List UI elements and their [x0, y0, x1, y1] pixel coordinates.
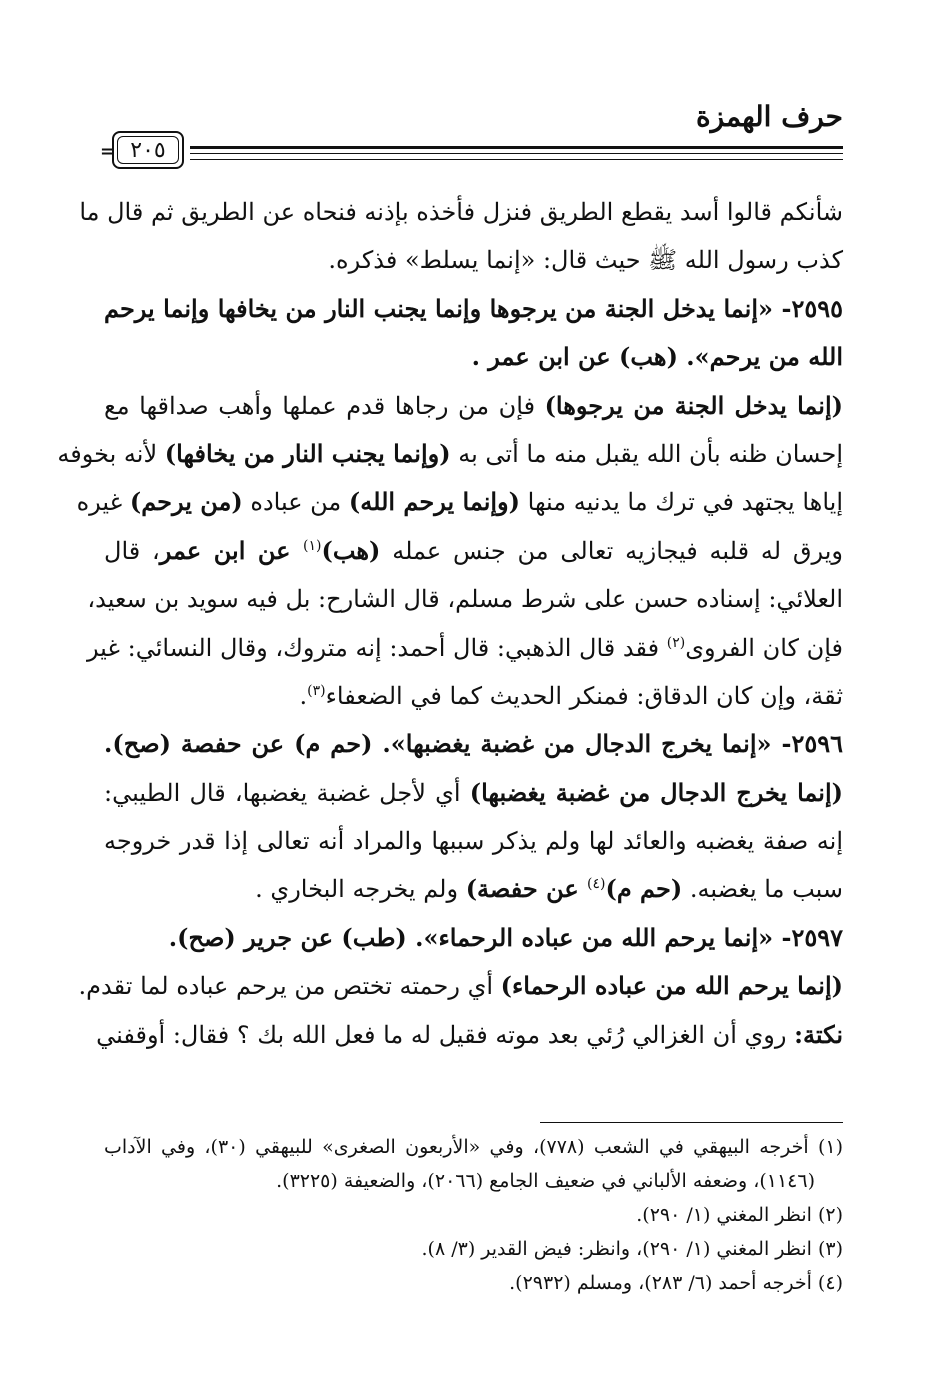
- text-line: [79, 188, 843, 236]
- text-run: كذب رسول الله ﷺ حيث قال: «إنما يسلط» فذكره.: [328, 246, 843, 275]
- header-rule: [190, 146, 843, 149]
- text-run: .: [299, 681, 308, 710]
- footnote-separator: [540, 1122, 843, 1123]
- text-run: العلائي: إسناده حسن على شرط مسلم، قال الشارح: بل فيه سويد بن سعيد،: [87, 585, 843, 614]
- text-run: إحسان ظنه بأن الله يقبل منه ما أتى به: [450, 439, 843, 468]
- quoted-phrase: (إنما يرحم الله من عباده الرحماء): [500, 971, 843, 1001]
- quoted-phrase: (حم م): [605, 874, 683, 904]
- text-line: [57, 430, 843, 478]
- text-line: [104, 527, 843, 575]
- footnote-ref: (٢): [666, 634, 686, 651]
- hadith-2596-line: [104, 720, 843, 768]
- text-run: روي أن الغزالي رُئي بعد موته فقيل له ما فعل الله بك ؟ فقال: أوقفني: [96, 1020, 795, 1049]
- text-line: [104, 769, 843, 817]
- text-line: [104, 865, 843, 913]
- hadith-text: ٢٥٩٦- «إنما يخرج الدجال من غضبة يغضبها». (حم م) عن حفصة (صح).: [104, 729, 843, 759]
- footnote-2: [104, 1198, 843, 1232]
- footnote-text: (١١٤٦)، وضعفه الألباني في ضعيف الجامع (٢٠٦٦)، والضعيفة (٣٢٢٥).: [276, 1170, 815, 1192]
- text-line: [104, 817, 843, 865]
- hadith-2595-line: [104, 333, 843, 381]
- quoted-phrase: عن ابن عمر: [159, 535, 303, 565]
- header-ornament: =: [100, 141, 116, 162]
- quoted-phrase: (من يرحم): [129, 487, 243, 517]
- footnote-text: (٣) انظر المغني (١/ ٢٩٠)، وانظر: فيض القدير (٣/ ٨).: [421, 1238, 843, 1260]
- quoted-phrase: عن حفصة): [465, 874, 588, 904]
- text-line: [104, 236, 843, 284]
- footnote-1-continued: [104, 1164, 843, 1198]
- footnote-ref: (١): [303, 537, 322, 554]
- text-line: [78, 962, 843, 1010]
- text-run: ويرق له قلبه فيجازيه تعالى من جنس عمله: [380, 536, 843, 565]
- hadith-text: الله من يرحم». (هب) عن ابن عمر .: [471, 342, 843, 372]
- quoted-phrase: (هب): [321, 535, 381, 565]
- footnote-ref: (٣): [307, 682, 326, 699]
- quoted-phrase: (إنما يدخل الجنة من يرجوها): [544, 390, 843, 420]
- page-number: ٢٠٥: [130, 137, 166, 163]
- text-run: ، قال: [104, 536, 160, 565]
- text-run: سبب ما يغضبه.: [682, 875, 843, 904]
- footnote-text: (١) أخرجه البيهقي في الشعب (٧٧٨)، وفي «الأربعون الصغرى» للبيهقي (٣٠)، وفي الآداب: [104, 1136, 843, 1158]
- text-run: فإن من رجاها قدم عملها وأهب صداقها مع: [104, 391, 545, 420]
- header-rule: [190, 153, 843, 154]
- footnotes: [104, 1130, 843, 1300]
- header-rule: [190, 159, 843, 160]
- page-number-frame: [112, 131, 184, 169]
- footnote-text: (٢) انظر المغني (١/ ٢٩٠).: [636, 1204, 843, 1226]
- text-run: شأنكم قالوا أسد يقطع الطريق فنزل فأخذه بإذنه فنحاه عن الطريق ثم قال ما: [79, 198, 843, 226]
- text-run: أي رحمته تختص من يرحم عباده لما تقدم.: [78, 972, 501, 1001]
- text-run: ثقة، وإن كان الدقاق: فمنكر الحديث كما في الضعفاء: [325, 681, 843, 710]
- footnote-4: [104, 1266, 843, 1300]
- text-line: [104, 672, 843, 720]
- text-line: [87, 575, 843, 623]
- hadith-2597-line: [104, 914, 843, 962]
- hadith-text: ٢٥٩٥- «إنما يدخل الجنة من يرجوها وإنما يجنب النار من يخافها وإنما يرحم: [104, 293, 843, 323]
- text-run: ولم يخرجه البخاري .: [255, 875, 466, 904]
- text-run: إياها يجتهد في ترك ما يدنيه منها: [520, 488, 843, 517]
- text-run: إنه صفة يغضبه والعائد لها ولم يذكر سببها والمراد أنه تعالى إذا قدر خروجه: [104, 827, 843, 856]
- text-line: [96, 1011, 843, 1059]
- hadith-2595-line: [104, 285, 843, 333]
- text-run: من عباده: [242, 488, 349, 517]
- footnote-ref: (٤): [587, 876, 606, 893]
- quoted-phrase: (وإنما يجنب النار من يخافها): [164, 438, 451, 468]
- text-run: أي لأجل غضبة يغضبها، قال الطيبي:: [104, 778, 470, 807]
- hadith-text: ٢٥٩٧- «إنما يرحم الله من عباده الرحماء». (طب) عن جرير (صح).: [168, 922, 843, 952]
- text-line: [76, 478, 843, 526]
- text-run: غيره: [76, 488, 130, 517]
- quoted-phrase: (وإنما يرحم الله): [348, 487, 520, 517]
- chapter-title: حرف الهمزة: [695, 100, 843, 133]
- footnote-text: (٤) أخرجه أحمد (٦/ ٢٨٣)، ومسلم (٢٩٣٢).: [509, 1272, 843, 1294]
- text-run: لأنه بخوفه: [57, 439, 165, 468]
- main-text: [57, 188, 843, 1059]
- text-line: [86, 624, 843, 672]
- text-line: [104, 382, 843, 430]
- quoted-phrase: (إنما يخرج الدجال من غضبة يغضبها): [469, 777, 843, 807]
- footnote-1: [104, 1130, 843, 1164]
- note-label: نكتة:: [794, 1019, 843, 1049]
- text-run: فقد قال الذهبي: قال أحمد: إنه متروك، وقال النسائي: غير: [86, 633, 667, 662]
- footnote-3: [104, 1232, 843, 1266]
- text-run: فإن كان الفروى: [685, 633, 843, 662]
